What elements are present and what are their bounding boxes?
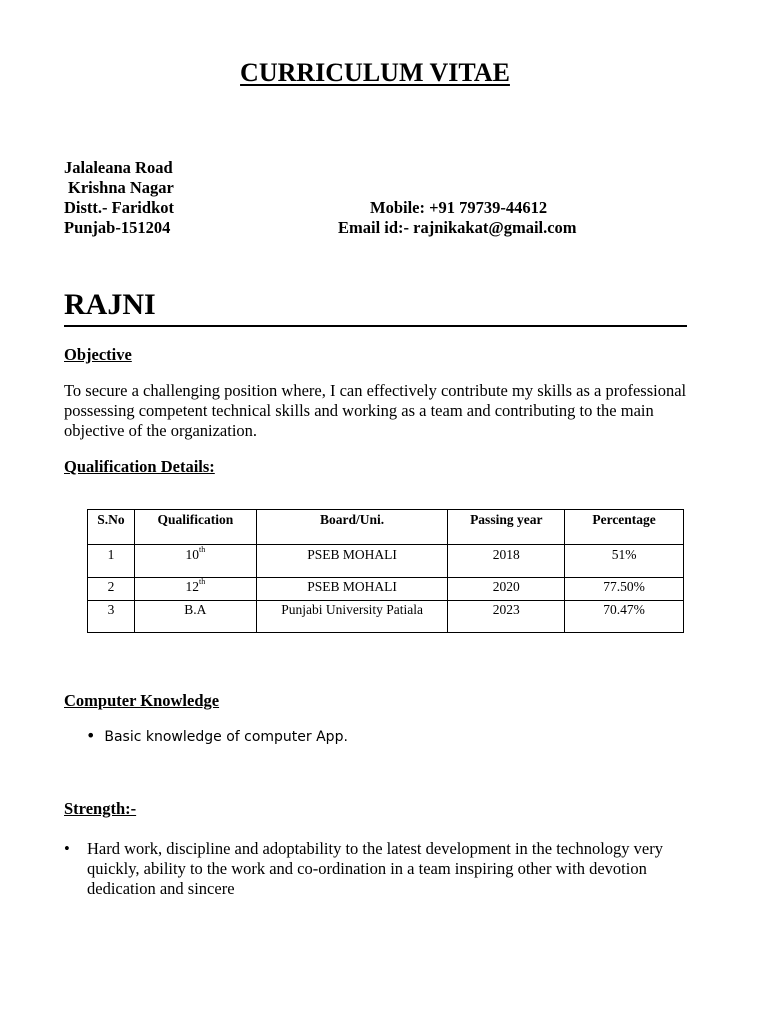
table-row (88, 601, 684, 633)
cell-sno: 2 (88, 578, 135, 601)
bullet-icon: • (64, 839, 70, 858)
cell-qualification: B.A (134, 601, 256, 633)
objective-heading: Objective (64, 345, 132, 364)
cell-qualification: 12th (134, 578, 256, 601)
cell-board: Punjabi University Patiala (256, 601, 448, 633)
cell-qualification: 10th (134, 545, 256, 578)
qualification-heading: Qualification Details: (64, 457, 215, 476)
cell-sno: 1 (88, 545, 135, 578)
address-line-3: Distt.- Faridkot (64, 198, 174, 217)
address-line-1: Jalaleana Road (64, 158, 173, 177)
column-header-year: Passing year (448, 510, 565, 545)
address-line-2: Krishna Nagar (68, 178, 174, 197)
name-divider (64, 325, 687, 327)
cell-board: PSEB MOHALI (256, 545, 448, 578)
column-header-board: Board/Uni. (256, 510, 448, 545)
email-address: Email id:- rajnikakat@gmail.com (338, 218, 577, 237)
column-header-sno: S.No (88, 510, 135, 545)
objective-text: To secure a challenging position where, I can effectively contribute my skills as a professional possessing competent technical skills and working as a team and contributing to the main objective of the organization. (64, 381, 687, 440)
strength-text: Hard work, discipline and adoptability to the latest development in the technology very quickly, ability to the work and co-ordination in a team inspiring other with devotion dedication and sincere (87, 839, 663, 898)
qualification-table (87, 509, 684, 633)
table-header-row (88, 510, 684, 545)
table-row (88, 578, 684, 601)
strength-heading: Strength:- (64, 799, 137, 818)
table-row (88, 545, 684, 578)
cell-percentage: 51% (565, 545, 684, 578)
cell-percentage: 77.50% (565, 578, 684, 601)
list-item (86, 726, 348, 745)
address-line-4: Punjab-151204 (64, 218, 171, 237)
mobile-number: Mobile: +91 79739-44612 (370, 198, 548, 217)
computer-knowledge-heading: Computer Knowledge (64, 691, 220, 710)
column-header-percentage: Percentage (565, 510, 684, 545)
bullet-icon: • (86, 726, 96, 745)
cell-year: 2023 (448, 601, 565, 633)
computer-skill-text: Basic knowledge of computer App. (104, 729, 348, 745)
column-header-qualification: Qualification (134, 510, 256, 545)
cell-board: PSEB MOHALI (256, 578, 448, 601)
document-title: CURRICULUM VITAE (240, 58, 510, 87)
cell-percentage: 70.47% (565, 601, 684, 633)
cell-sno: 3 (88, 601, 135, 633)
candidate-name: RAJNI (64, 288, 156, 321)
cell-year: 2020 (448, 578, 565, 601)
cell-year: 2018 (448, 545, 565, 578)
